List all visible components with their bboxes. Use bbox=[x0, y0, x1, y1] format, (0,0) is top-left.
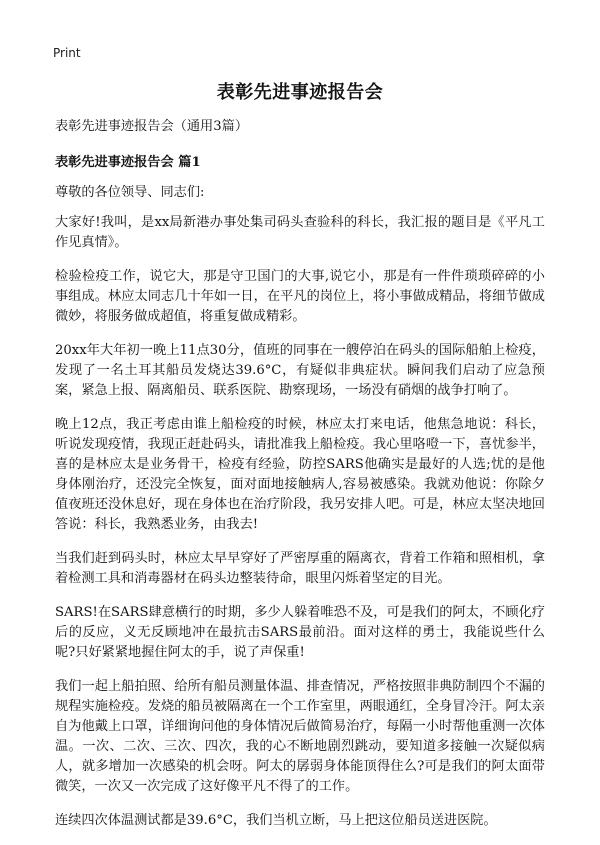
salutation: 尊敬的各位领导、同志们: bbox=[55, 185, 205, 200]
paragraph-3: 20xx年大年初一晚上11点30分，值班的同事在一艘停泊在码头的国际船舶上检疫，发现了一名土耳其船员发烧达39.6°C，有疑似非典症状。瞬间我们启动了应急预案，紧急上报、隔离船员、联系医院、勘察现场，一场没有硝烟的战争打响了。 bbox=[55, 343, 545, 398]
paragraph-5: 当我们赶到码头时，林应太早早穿好了严密厚重的隔离衣，背着工作箱和照相机，拿着检测工具和消毒器材在码头边整装待命，眼里闪烁着坚定的目光。 bbox=[55, 551, 545, 586]
document-title: 表彰先进事迹报告会 bbox=[216, 82, 384, 103]
paragraph-7: 我们一起上船拍照、给所有船员测量体温、排查情况，严格按照非典防制四个不漏的规程实施检疫。发烧的船员被隔离在一个工作室里，两眼通红，全身冒冷汗。阿太亲自为他戴上口罩，详细询问他的身体情况后做简易治疗，每隔一小时帮他重测一次体温。一次、二次、三次、四次，我的心不断地剧烈跳动，要知道多接触一次疑似病人，就多增加一次感染的机会呀。阿太的孱弱身体能顶得住么?可是我们的阿太面带微笑，一次又一次完成了这好像平凡不得了的工作。 bbox=[55, 679, 545, 794]
document-subtitle: 表彰先进事迹报告会（通用3篇） bbox=[55, 119, 249, 134]
paragraph-6: SARS!在SARS肆意横行的时期，多少人躲着唯恐不及，可是我们的阿太，不顾化疗后的反应，义无反顾地冲在最抗击SARS最前沿。面对这样的勇士，我能说些什么呢?只好紧紧地握住阿太的手，说了声保重! bbox=[55, 605, 545, 660]
paragraph-8: 连续四次体温测试都是39.6°C，我们当机立断，马上把这位船员送进医院。 bbox=[55, 813, 497, 828]
document-body bbox=[55, 117, 545, 845]
paragraph-1: 大家好!我叫，是xx局新港办事处集司码头查验科的科长，我汇报的题目是《平凡工作见真情》。 bbox=[55, 215, 545, 250]
paragraph-4: 晚上12点，我正考虑由谁上船检疫的时候，林应太打来电话，他焦急地说：科长，听说发现疫情，我现正赶赴码头，请批准我上船检疫。我心里咯噔一下，喜忧参半，喜的是林应太是业务骨干，检疫有经验，防控SARS他确实是最好的人选;忧的是他身体刚治疗，还没完全恢复，面对面地接触病人,容易被感染。我就劝他说：你除夕值夜班还没休息好，现在身体也在治疗阶段，我另安排人吧。可是，林应太坚决地回答说：科长，我熟悉业务，由我去! bbox=[55, 417, 545, 532]
print-label: Print bbox=[53, 46, 81, 60]
section-heading: 表彰先进事迹报告会 篇1 bbox=[55, 155, 201, 170]
paragraph-2: 检验检疫工作，说它大，那是守卫国门的大事,说它小，那是有一件件琐琐碎碎的小事组成。林应太同志几十年如一日，在平凡的岗位上，将小事做成精品，将细节做成微妙，将服务做成超值，将重复做成精彩。 bbox=[55, 269, 545, 324]
